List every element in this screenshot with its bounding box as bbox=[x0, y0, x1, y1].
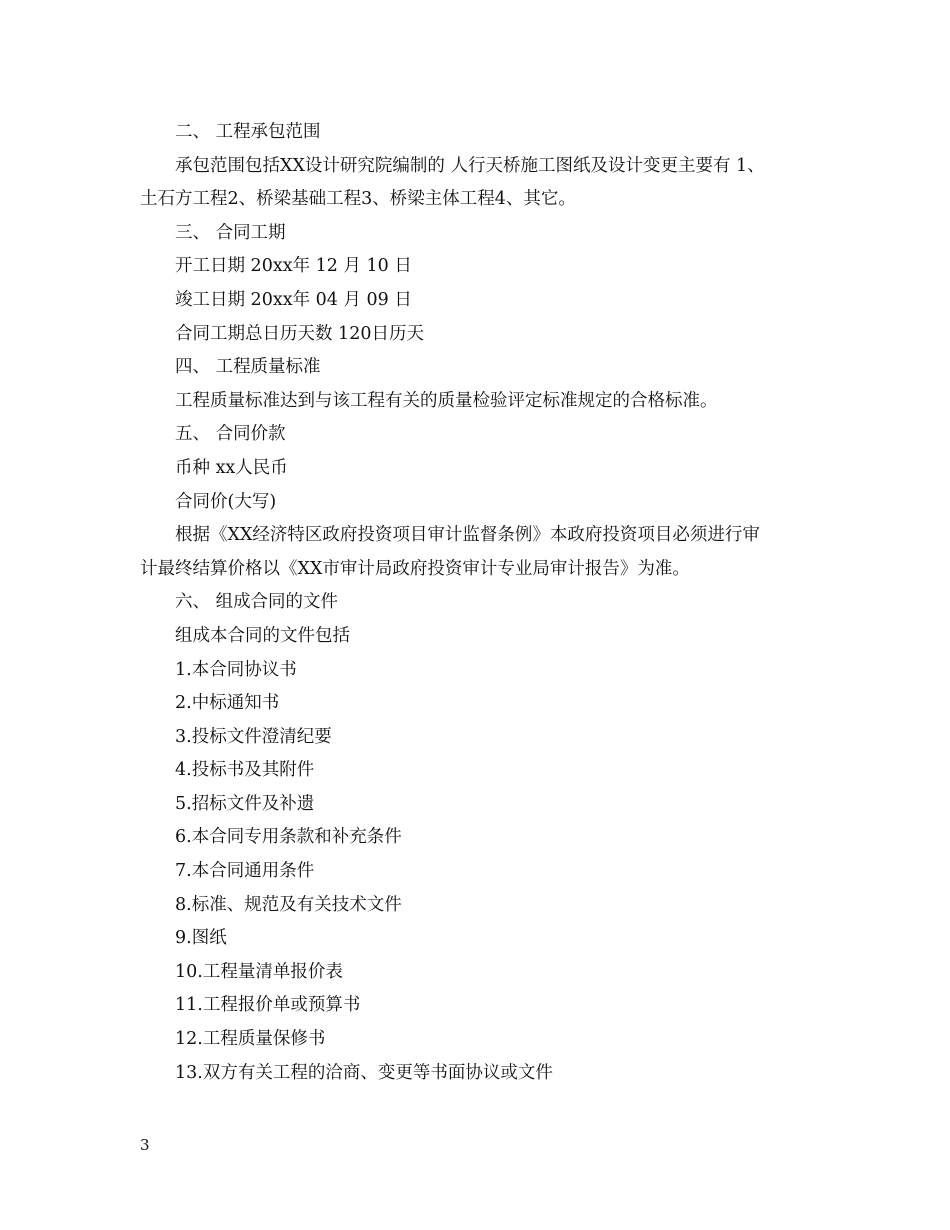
list-item: 11.工程报价单或预算书 bbox=[175, 995, 361, 1016]
list-item: 1.本合同协议书 bbox=[175, 659, 297, 680]
section-heading-documents: 六、 组成合同的文件 bbox=[175, 592, 339, 613]
contract-price-caps: 合同价(大写) bbox=[175, 491, 277, 512]
price-body-line-2: 计最终结算价格以《XX市审计局政府投资审计专业局审计报告》为准。 bbox=[140, 558, 690, 579]
list-item: 8.标准、规范及有关技术文件 bbox=[175, 894, 402, 915]
start-date: 开工日期 20xx年 12 月 10 日 bbox=[175, 256, 412, 277]
list-item: 4.投标书及其附件 bbox=[175, 760, 315, 781]
price-body-line-1: 根据《XX经济特区政府投资项目审计监督条例》本政府投资项目必须进行审 bbox=[175, 525, 760, 546]
scope-body-line-2: 土石方工程2、桥梁基础工程3、桥梁主体工程4、其它。 bbox=[140, 189, 576, 210]
section-heading-period: 三、 合同工期 bbox=[175, 222, 286, 243]
documents-intro: 组成本合同的文件包括 bbox=[175, 625, 350, 646]
list-item: 9.图纸 bbox=[175, 928, 227, 949]
scope-body-line-1: 承包范围包括XX设计研究院编制的 人行天桥施工图纸及设计变更主要有 1、 bbox=[175, 155, 765, 176]
list-item: 12.工程质量保修书 bbox=[175, 1029, 326, 1050]
list-item: 13.双方有关工程的洽商、变更等书面协议或文件 bbox=[175, 1062, 553, 1083]
list-item: 6.本合同专用条款和补充条件 bbox=[175, 827, 402, 848]
completion-date: 竣工日期 20xx年 04 月 09 日 bbox=[175, 289, 412, 310]
document-body bbox=[140, 116, 820, 1090]
total-calendar-days: 合同工期总日历天数 120日历天 bbox=[175, 323, 424, 344]
list-item: 10.工程量清单报价表 bbox=[175, 961, 343, 982]
quality-body: 工程质量标准达到与该工程有关的质量检验评定标准规定的合格标准。 bbox=[175, 390, 718, 411]
list-item: 5.招标文件及补遗 bbox=[175, 793, 315, 814]
list-item: 7.本合同通用条件 bbox=[175, 861, 315, 882]
section-heading-scope: 二、 工程承包范围 bbox=[175, 122, 321, 142]
list-item: 3.投标文件澄清纪要 bbox=[175, 726, 332, 747]
page-number: 3 bbox=[140, 1136, 150, 1154]
list-item: 2.中标通知书 bbox=[175, 693, 280, 714]
section-heading-price: 五、 合同价款 bbox=[175, 424, 286, 445]
currency-line: 币种 xx人民币 bbox=[175, 457, 288, 478]
section-heading-quality: 四、 工程质量标准 bbox=[175, 357, 321, 378]
